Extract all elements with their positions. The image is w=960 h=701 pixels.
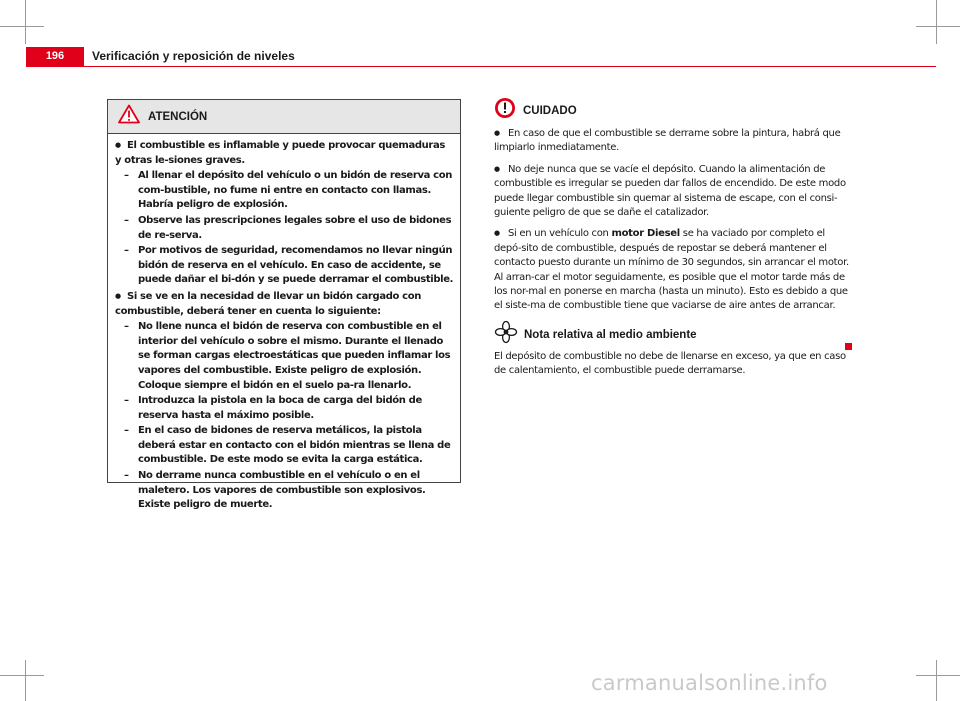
warning-subitem-text: No llene nunca el bidón de reserva con combustible en el interior del vehículo o sobre el mismo. Durante el llenado se forman cargas electroestáticas que pueden inflamar los vapores del combustible. Existe peligro de explosión. Coloque siempre el bidón en el suelo pa-ra llenarlo.: [138, 321, 451, 391]
caution-item-text: En caso de que el combustible se derrame sobre la pintura, habrá que limpiarlo inmediatamente.: [494, 128, 841, 154]
warning-subitem: [115, 424, 454, 468]
dash-icon: –: [124, 321, 129, 333]
crop-mark: [916, 26, 960, 27]
caution-body: [494, 126, 854, 314]
warning-body: [108, 134, 460, 513]
bullet-icon: ●: [494, 229, 500, 238]
caution-title: CUIDADO: [523, 104, 577, 117]
environment-title: Nota relativa al medio ambiente: [524, 328, 697, 341]
caution-item: [494, 126, 854, 156]
caution-item-emphasis: motor Diesel: [611, 228, 680, 240]
crop-mark: [916, 675, 960, 676]
warning-title: ATENCIÓN: [148, 110, 208, 123]
caution-item-text: Si en un vehículo con: [508, 228, 612, 240]
warning-box: [107, 99, 461, 511]
warning-subitem: [115, 469, 454, 513]
bullet-icon: ●: [494, 129, 500, 137]
crop-mark: [936, 660, 937, 701]
warning-triangle-icon: [118, 104, 140, 129]
warning-item: [115, 138, 454, 168]
warning-subitem: [115, 320, 454, 393]
crop-mark: [25, 660, 26, 701]
watermark: carmanualsonline.info: [591, 671, 828, 695]
crop-mark: [0, 675, 44, 676]
environment-header: [494, 322, 854, 348]
warning-subitem: [115, 244, 454, 288]
page-title: Verificación y reposición de niveles: [92, 49, 295, 63]
caution-item-text: se ha vaciado por completo el depó-sito de combustible, después de repostar se deberá mantener el contacto puesto durante un mínimo de 30 segundos, sin arrancar el motor. Al arran-car el motor seguidamente, es posible que el motor tarde más de los nor-mal en ponerse en marcha (hasta un minuto). Esto es debido a que el siste-ma de combustible tiene que vaciarse de aire antes de arrancar.: [494, 228, 849, 312]
dash-icon: –: [124, 470, 129, 482]
dash-icon: –: [124, 214, 129, 226]
flower-icon: [494, 320, 518, 349]
bullet-icon: ●: [115, 291, 121, 300]
dash-icon: –: [124, 395, 129, 407]
warning-subitem: [115, 169, 454, 213]
crop-mark: [936, 0, 937, 44]
warning-subitem-text: No derrame nunca combustible en el vehículo o en el maletero. Los vapores de combustible son explosivos. Existe peligro de muerte.: [138, 470, 426, 511]
dash-icon: –: [124, 245, 129, 257]
warning-header: [108, 100, 460, 134]
warning-subitem-text: Por motivos de seguridad, recomendamos no llevar ningún bidón de reserva en el vehículo. En caso de accidente, se puede dañar el bi-dón y se puede derramar el combustible.: [138, 245, 454, 286]
dash-icon: –: [124, 170, 129, 182]
section-end-marker: [845, 343, 852, 350]
warning-subitem-text: Introduzca la pistola en la boca de carga del bidón de reserva hasta el máximo posible.: [138, 395, 422, 421]
exclamation-circle-icon: [494, 97, 516, 124]
caution-item-text: No deje nunca que se vacíe el depósito. Cuando la alimentación de combustible es irregular se pueden dar fallos de encendido. De este modo puede llegar combustible sin quemar al sistema de escape, con el consi-guiente peligro de que se dañe el catalizador.: [494, 163, 846, 219]
bullet-icon: ●: [494, 164, 500, 173]
warning-item-text: Si se ve en la necesidad de llevar un bidón cargado con combustible, deberá tener en cuenta lo siguiente:: [115, 290, 422, 317]
warning-subitem-text: Observe las prescripciones legales sobre el uso de bidones de re-serva.: [138, 214, 452, 241]
caution-header: [494, 100, 854, 122]
header-rule: [26, 66, 936, 67]
caution-item: [494, 162, 854, 221]
warning-subitem: [115, 394, 454, 423]
crop-mark: [0, 26, 44, 27]
warning-item-text: El combustible es inflamable y puede provocar quemaduras y otras le-siones graves.: [115, 140, 446, 166]
warning-subitem: [115, 214, 454, 243]
environment-text: El depósito de combustible no debe de llenarse en exceso, ya que en caso de calentamiento, el combustible puede derramarse.: [494, 350, 846, 377]
right-column: [494, 100, 854, 385]
warning-subitem-text: En el caso de bidones de reserva metálicos, la pistola deberá estar en contacto con el bidón mientras se llena de combustible. De este modo se evita la carga estática.: [138, 425, 451, 466]
dash-icon: –: [124, 425, 129, 437]
bullet-icon: ●: [115, 141, 121, 149]
caution-item: [494, 226, 854, 313]
warning-item: [115, 289, 454, 319]
page-number: 196: [26, 47, 84, 66]
warning-subitem-text: Al llenar el depósito del vehículo o un bidón de reserva con com-bustible, no fume ni entre en contacto con llamas. Habría peligro de explosión.: [138, 170, 453, 211]
crop-mark: [25, 0, 26, 44]
